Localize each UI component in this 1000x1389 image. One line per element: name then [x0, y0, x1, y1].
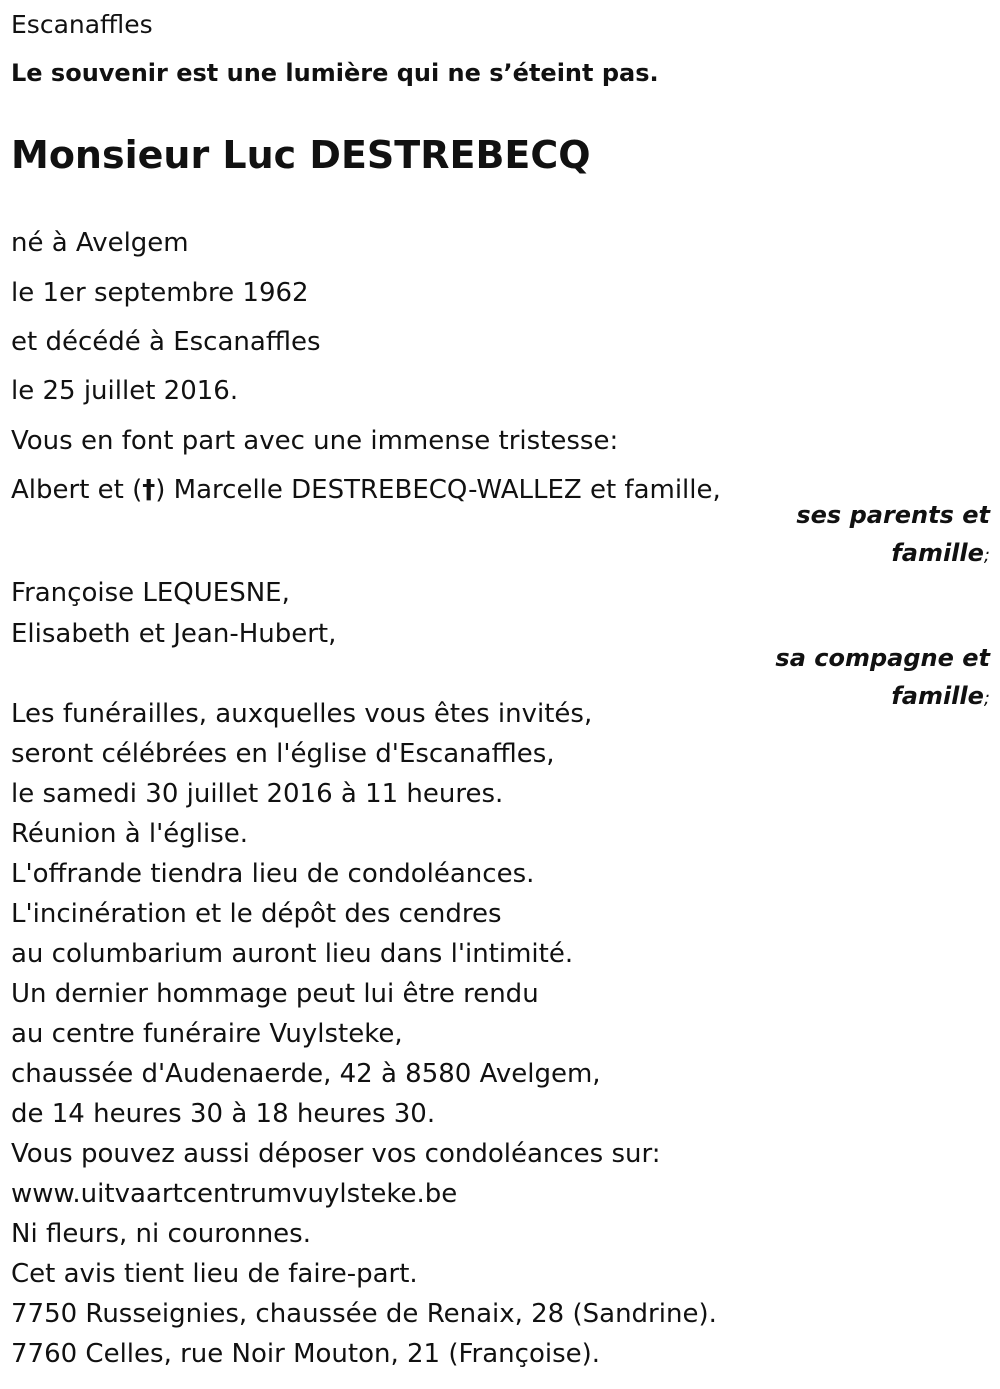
funeral-line: seront célébrées en l'église d'Escanaffles, — [11, 739, 555, 769]
parents-role-line1: ses parents et — [796, 501, 990, 529]
funeral-line: Ni fleurs, ni couronnes. — [11, 1219, 311, 1249]
contact-address: 7760 Celles, rue Noir Mouton, 21 (Françoise). — [11, 1339, 601, 1369]
birth-date: le 1er septembre 1962 — [11, 278, 309, 308]
funeral-line: L'incinération et le dépôt des cendres — [11, 899, 502, 929]
funeral-line: de 14 heures 30 à 18 heures 30. — [11, 1099, 436, 1129]
funeral-line: chaussée d'Audenaerde, 42 à 8580 Avelgem, — [11, 1059, 601, 1089]
funeral-line: Un dernier hommage peut lui être rendu — [11, 979, 539, 1009]
contact-address: 7750 Russeignies, chaussée de Renaix, 28 (Sandrine). — [11, 1299, 717, 1329]
partner-role-line2: famille — [891, 682, 984, 710]
partner-role — [775, 639, 990, 718]
birth-place: né à Avelgem — [11, 228, 189, 258]
partner-name: Françoise LEQUESNE, — [11, 578, 290, 608]
funeral-line: Cet avis tient lieu de faire-part. — [11, 1259, 418, 1289]
parents-role-line2: famille — [891, 539, 984, 567]
funeral-line: Vous pouvez aussi déposer vos condoléances sur: — [11, 1139, 661, 1169]
funeral-line: L'offrande tiendra lieu de condoléances. — [11, 859, 535, 889]
parents-text-after: ) Marcelle DESTREBECQ-WALLEZ et famille, — [155, 475, 721, 505]
place-heading: Escanaffles — [11, 10, 153, 39]
cross-icon: † — [142, 475, 156, 505]
partner-role-line1: sa compagne et — [775, 644, 990, 672]
parents-names — [11, 477, 721, 503]
funeral-line: au columbarium auront lieu dans l'intimité. — [11, 939, 574, 969]
death-date: le 25 juillet 2016. — [11, 376, 239, 406]
memorial-quote: Le souvenir est une lumière qui ne s’éteint pas. — [11, 59, 659, 87]
parents-text-before: Albert et ( — [11, 475, 143, 505]
parents-role-separator: ; — [983, 545, 990, 566]
funeral-line: le samedi 30 juillet 2016 à 11 heures. — [11, 779, 504, 809]
condolence-website: www.uitvaartcentrumvuylsteke.be — [11, 1179, 458, 1209]
partner-role-separator: ; — [983, 688, 990, 709]
death-place: et décédé à Escanaffles — [11, 327, 321, 357]
funeral-line: au centre funéraire Vuylsteke, — [11, 1019, 403, 1049]
announcement-intro: Vous en font part avec une immense tristesse: — [11, 426, 619, 456]
children-names: Elisabeth et Jean-Hubert, — [11, 619, 337, 649]
funeral-line: Les funérailles, auxquelles vous êtes invités, — [11, 699, 593, 729]
deceased-name: Monsieur Luc DESTREBECQ — [11, 133, 591, 177]
parents-role — [796, 496, 990, 575]
funeral-line: Réunion à l'église. — [11, 819, 249, 849]
